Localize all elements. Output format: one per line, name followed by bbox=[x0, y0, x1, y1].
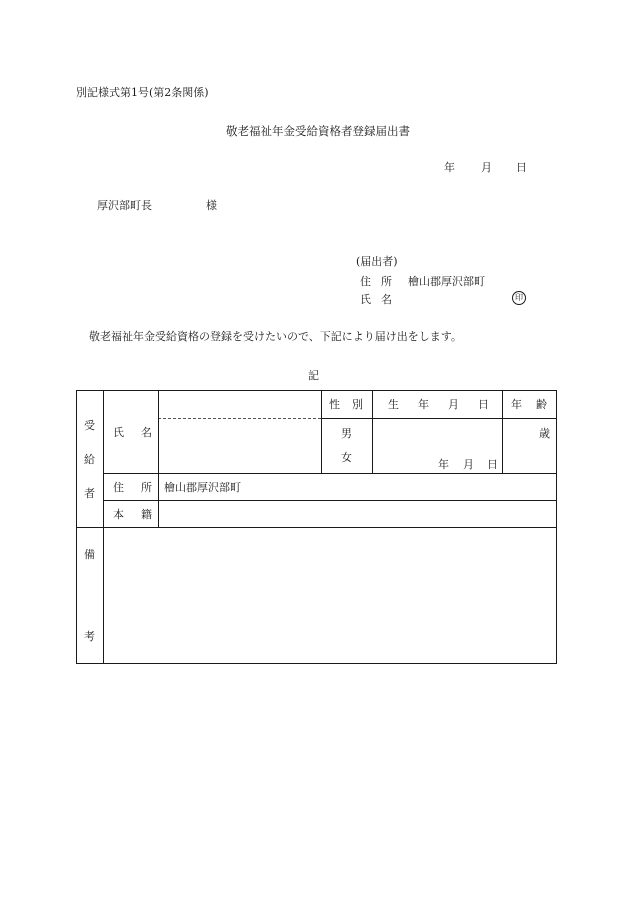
birthdate-header-year: 年 bbox=[418, 398, 429, 411]
name-gender-divider bbox=[321, 390, 322, 473]
applicant-name-label-2: 名 bbox=[381, 293, 392, 306]
document-title: 敬老福祉年金受給資格者登録届出書 bbox=[226, 124, 410, 138]
gender-female-option[interactable]: 女 bbox=[341, 451, 352, 464]
applicant-address-label-2: 所 bbox=[381, 275, 392, 288]
table-border-bottom bbox=[76, 663, 557, 664]
age-header: 年 bbox=[511, 398, 522, 411]
birth-year-suffix: 年 bbox=[438, 458, 449, 471]
applicant-label: (届出者) bbox=[356, 255, 398, 268]
age-field[interactable] bbox=[503, 419, 555, 472]
gender-male-option[interactable]: 男 bbox=[341, 427, 352, 440]
recipient-label-char-2: 給 bbox=[84, 453, 95, 466]
age-unit: 歳 bbox=[539, 427, 550, 440]
applicant-address-label: 住 bbox=[360, 275, 371, 288]
applicant-address-value[interactable]: 檜山郡厚沢部町 bbox=[408, 275, 485, 288]
name-furigana-field[interactable] bbox=[159, 391, 320, 417]
date-year-label: 年 bbox=[444, 161, 455, 174]
birthdate-header-day: 日 bbox=[478, 398, 489, 411]
remarks-label: 備 bbox=[84, 548, 95, 561]
age-header-2: 齢 bbox=[536, 398, 547, 411]
name-row-divider bbox=[103, 473, 557, 474]
address-label-2: 所 bbox=[141, 481, 152, 494]
seal-mark-icon: 印 bbox=[512, 291, 526, 305]
remarks-field[interactable] bbox=[104, 528, 555, 662]
ki-heading: 記 bbox=[308, 369, 319, 382]
birth-month-suffix: 月 bbox=[463, 458, 474, 471]
name-label-2: 名 bbox=[141, 426, 152, 439]
name-field[interactable] bbox=[159, 420, 320, 472]
statement-text: 敬老福祉年金受給資格の登録を受けたいので、下記により届け出をします。 bbox=[89, 330, 462, 343]
birthdate-header-month: 月 bbox=[448, 398, 459, 411]
remarks-label-2: 考 bbox=[84, 630, 95, 643]
addressee-honorific: 様 bbox=[206, 199, 217, 212]
address-field[interactable]: 檜山郡厚沢部町 bbox=[164, 481, 241, 494]
registered-domicile-field[interactable] bbox=[159, 501, 555, 526]
name-label: 氏 bbox=[113, 426, 124, 439]
date-month-label: 月 bbox=[481, 161, 492, 174]
furigana-divider bbox=[158, 418, 321, 419]
address-label: 住 bbox=[113, 481, 124, 494]
birthdate-field[interactable] bbox=[373, 419, 501, 472]
addressee: 厚沢部町長 bbox=[97, 199, 152, 212]
applicant-name-label: 氏 bbox=[360, 293, 371, 306]
birthdate-header: 生 bbox=[388, 398, 399, 411]
birth-day-suffix: 日 bbox=[487, 458, 498, 471]
registered-domicile-label-2: 籍 bbox=[141, 508, 152, 521]
form-reference: 別記様式第1号(第2条関係) bbox=[76, 86, 209, 99]
gender-header-2: 別 bbox=[352, 398, 363, 411]
registered-domicile-label: 本 bbox=[113, 508, 124, 521]
gender-header: 性 bbox=[329, 398, 340, 411]
recipient-label-char-1: 受 bbox=[84, 419, 95, 432]
date-day-label: 日 bbox=[516, 161, 527, 174]
recipient-label-char-3: 者 bbox=[84, 487, 95, 500]
